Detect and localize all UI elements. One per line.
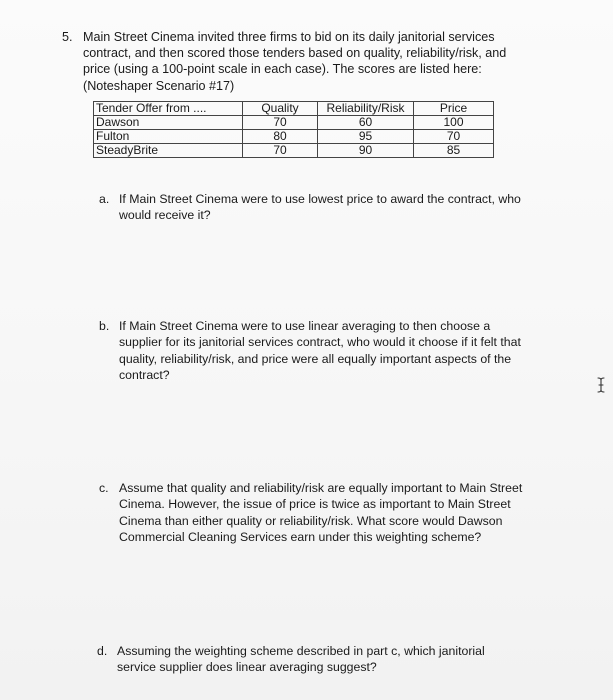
part-text xyxy=(119,191,521,224)
part-line: Commercial Cleaning Services earn under this weighting scheme? xyxy=(119,530,482,545)
part-letter: d. xyxy=(97,644,108,658)
cell-reliability: 95 xyxy=(318,130,414,144)
header-price: Price xyxy=(414,102,494,116)
cell-firm: Fulton xyxy=(94,130,243,144)
cell-quality: 70 xyxy=(243,116,318,130)
question-text xyxy=(83,29,523,94)
part-text xyxy=(119,318,521,384)
table-row xyxy=(94,130,494,144)
cell-reliability: 60 xyxy=(318,116,414,130)
cell-reliability: 90 xyxy=(318,144,414,158)
cell-price: 85 xyxy=(414,144,494,158)
part-line: quality, reliability/risk, and price were all equally important aspects of the xyxy=(119,351,512,366)
question-line: Main Street Cinema invited three firms to bid on its daily janitorial services xyxy=(83,30,495,44)
part-letter: c. xyxy=(99,481,109,495)
part-line: Cinema. However, the issue of price is twice as important to Main Street xyxy=(119,497,511,512)
header-reliability: Reliability/Risk xyxy=(318,102,414,116)
question-line: price (using a 100-point scale in each case). The scores are listed here: xyxy=(83,62,482,77)
table-header-row xyxy=(94,102,494,116)
cell-price: 70 xyxy=(414,130,494,144)
part-letter: a. xyxy=(99,192,110,206)
scores-table xyxy=(93,101,494,158)
part-line: contract? xyxy=(119,368,170,383)
question-line: (Noteshaper Scenario #17) xyxy=(83,78,235,93)
part-line: Assuming the weighting scheme described in part c, which janitorial xyxy=(117,644,485,658)
cell-price: 100 xyxy=(414,116,494,130)
table-row xyxy=(94,116,494,130)
part-line: If Main Street Cinema were to use linear averaging to then choose a xyxy=(119,319,491,333)
part-line: service supplier does linear averaging suggest? xyxy=(117,660,377,675)
part-text xyxy=(119,480,522,546)
cell-firm: SteadyBrite xyxy=(94,144,243,158)
table-row xyxy=(94,144,494,158)
part-line: Cinema than either quality or reliability/risk. What score would Dawson xyxy=(119,513,503,528)
part-letter: b. xyxy=(99,319,110,333)
question-number: 5. xyxy=(62,30,73,44)
text-cursor-icon xyxy=(596,377,606,393)
header-quality: Quality xyxy=(243,102,318,116)
cell-quality: 80 xyxy=(243,130,318,144)
cell-quality: 70 xyxy=(243,144,318,158)
part-line: supplier for its janitorial services contract, who would it choose if it felt that xyxy=(119,335,521,350)
part-text xyxy=(117,643,485,676)
part-line: Assume that quality and reliability/risk are equally important to Main Street xyxy=(119,481,523,495)
header-tender: Tender Offer from .... xyxy=(94,102,243,116)
part-line: If Main Street Cinema were to use lowest price to award the contract, who xyxy=(119,192,521,206)
cell-firm: Dawson xyxy=(94,116,243,130)
part-line: would receive it? xyxy=(119,208,211,223)
question-line: contract, and then scored those tenders based on quality, reliability/risk, and xyxy=(83,46,507,61)
